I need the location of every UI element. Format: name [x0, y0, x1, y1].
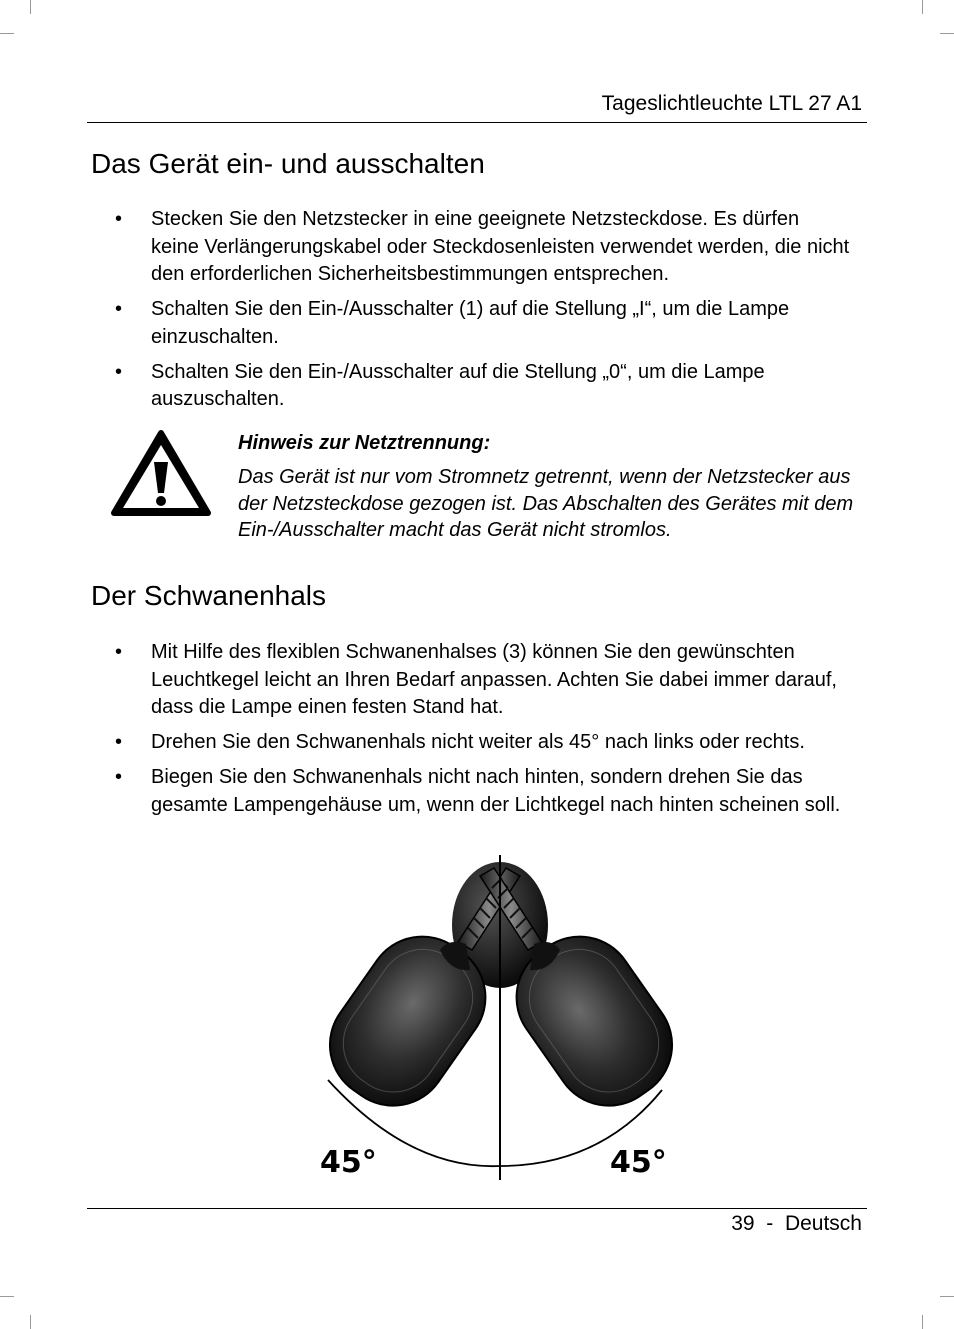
notice-title: Hinweis zur Netztrennung:: [238, 432, 491, 454]
list-item: [112, 764, 852, 819]
page-footer: [731, 1212, 862, 1236]
bullet-icon: •: [115, 731, 123, 753]
footer-rule: [87, 1208, 867, 1209]
list-item: [112, 729, 852, 757]
list-item-text: Stecken Sie den Netzstecker in eine geeignete Netzsteckdose. Es dürfen keine Verlängerungskabel oder Steckdosenleisten verwendet werden, die nicht den erforderlichen Sicherheitsbestimmungen entsprechen.: [151, 208, 850, 285]
crop-mark: [30, 0, 31, 14]
section-heading-gooseneck: Der Schwanenhals: [91, 580, 327, 611]
footer-separator: -: [766, 1212, 774, 1235]
crop-mark: [0, 33, 14, 34]
warning-triangle-icon: [110, 429, 212, 519]
gooseneck-rotation-illustration: [300, 850, 700, 1185]
angle-label-right: 45°: [610, 1145, 667, 1180]
gooseneck-instructions-list: [112, 639, 852, 827]
document-header-title: Tageslichtleuchte LTL 27 A1: [601, 92, 862, 115]
bullet-icon: •: [115, 766, 123, 788]
list-item-text: Schalten Sie den Ein-/Ausschalter auf die Stellung „0“, um die Lampe auszuschalten.: [151, 360, 765, 410]
crop-mark: [940, 1296, 954, 1297]
list-item: [112, 359, 852, 414]
header-rule: [87, 122, 867, 123]
notice-box: [238, 430, 868, 544]
list-item-text: Mit Hilfe des flexiblen Schwanenhalses (3) können Sie den gewünschten Leuchtkegel leicht an Ihren Bedarf anpassen. Achten Sie dabei immer darauf, dass die Lampe einen festen Stand hat.: [151, 641, 837, 718]
crop-mark: [922, 0, 923, 14]
list-item-text: Schalten Sie den Ein-/Ausschalter (1) auf die Stellung „I“, um die Lampe einzuschalten.: [151, 298, 790, 348]
notice-body: Das Gerät ist nur vom Stromnetz getrennt, wenn der Netzstecker aus der Netzsteckdose gezogen ist. Das Abschalten des Gerätes mit dem Ein-/Ausschalter macht das Gerät nicht stromlos.: [238, 466, 854, 541]
list-item: [112, 206, 852, 289]
section-heading-switching: Das Gerät ein- und ausschalten: [91, 148, 485, 179]
crop-mark: [922, 1315, 923, 1329]
crop-mark: [940, 33, 954, 34]
page-number: 39: [731, 1212, 755, 1235]
list-item: [112, 639, 852, 722]
angle-label-left: 45°: [320, 1145, 377, 1180]
bullet-icon: •: [115, 641, 123, 663]
switching-instructions-list: [112, 206, 852, 421]
footer-language: Deutsch: [784, 1212, 862, 1235]
bullet-icon: •: [115, 208, 123, 230]
list-item: [112, 296, 852, 351]
bullet-icon: •: [115, 298, 123, 320]
list-item-text: Drehen Sie den Schwanenhals nicht weiter als 45° nach links oder rechts.: [151, 731, 805, 753]
bullet-icon: •: [115, 360, 123, 383]
list-item-text: Biegen Sie den Schwanenhals nicht nach hinten, sondern drehen Sie das gesamte Lampengehäuse um, wenn der Lichtkegel nach hinten scheinen soll.: [151, 766, 841, 816]
crop-mark: [0, 1296, 14, 1297]
crop-mark: [30, 1315, 31, 1329]
